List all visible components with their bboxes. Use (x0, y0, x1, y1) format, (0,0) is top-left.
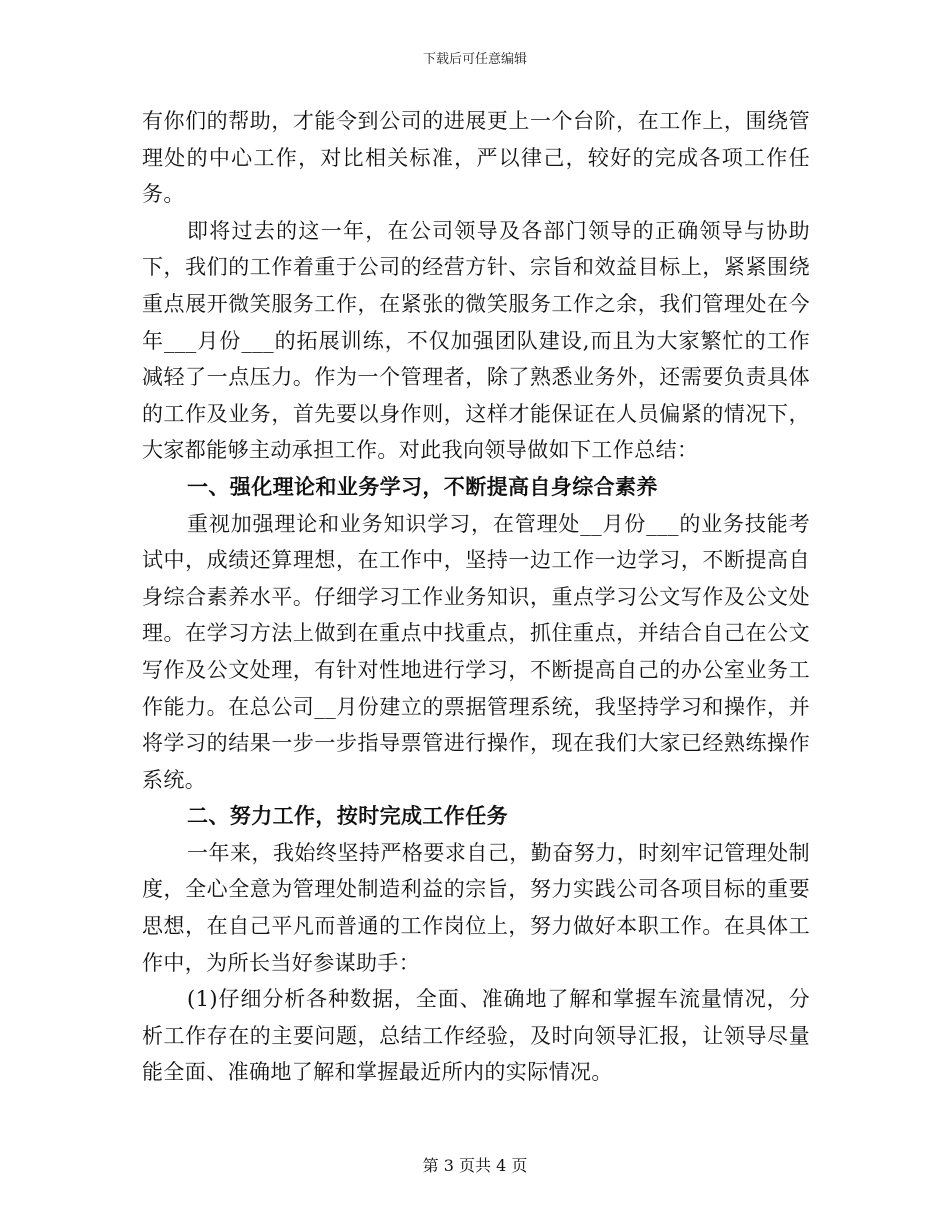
body-paragraph: 一年来，我始终坚持严格要求自己，勤奋努力，时刻牢记管理处制度，全心全意为管理处制造利益的宗旨，努力实践公司各项目标的重要思想，在自己平凡而普通的工作岗位上，努力做好本职工作。在具体工作中，为所长当好参谋助手： (142, 840, 810, 975)
page-header-note: 下载后可任意编辑 (422, 52, 527, 67)
page-number: 第 3 页共 4 页 (422, 1156, 528, 1175)
body-paragraph: 重视加强理论和业务知识学习，在管理处__月份___的业务技能考试中，成绩还算理想，在工作中，坚持一边工作一边学习，不断提高自身综合素养水平。仔细学习工作业务知识，重点学习公文写作及公文处理。在学习方法上做到在重点中找重点，抓住重点，并结合自己在公文写作及公文处理，有针对性地进行学习，不断提高自己的办公室业务工作能力。在总公司__月份建立的票据管理系统，我坚持学习和操作，并将学习的结果一步一步指导票管进行操作，现在我们大家已经熟练操作系统。 (142, 511, 810, 792)
section-heading: 二、努力工作，按时完成工作任务 (187, 803, 508, 829)
body-paragraph: 有你们的帮助，才能令到公司的进展更上一个台阶，在工作上，围绕管理处的中心工作，对比相关标准，严以律己，较好的完成各项工作任务。 (142, 109, 810, 207)
document-body (142, 103, 810, 1091)
section-heading: 一、强化理论和业务学习，不断提高自身综合素养 (187, 473, 658, 499)
body-paragraph: 即将过去的这一年，在公司领导及各部门领导的正确领导与协助下，我们的工作着重于公司的经营方针、宗旨和效益目标上，紧紧围绕重点展开微笑服务工作，在紧张的微笑服务工作之余，我们管理处在今年___月份___的拓展训练，不仅加强团队建设,而且为大家繁忙的工作减轻了一点压力。作为一个管理者，除了熟悉业务外，还需要负责具体的工作及业务，首先要以身作则，这样才能保证在人员偏紧的情况下，大家都能够主动承担工作。对此我向领导做如下工作总结： (142, 218, 810, 463)
body-paragraph: (1)仔细分析各种数据，全面、准确地了解和掌握车流量情况，分析工作存在的主要问题，总结工作经验，及时向领导汇报，让领导尽量能全面、准确地了解和掌握最近所内的实际情况。 (142, 987, 810, 1085)
